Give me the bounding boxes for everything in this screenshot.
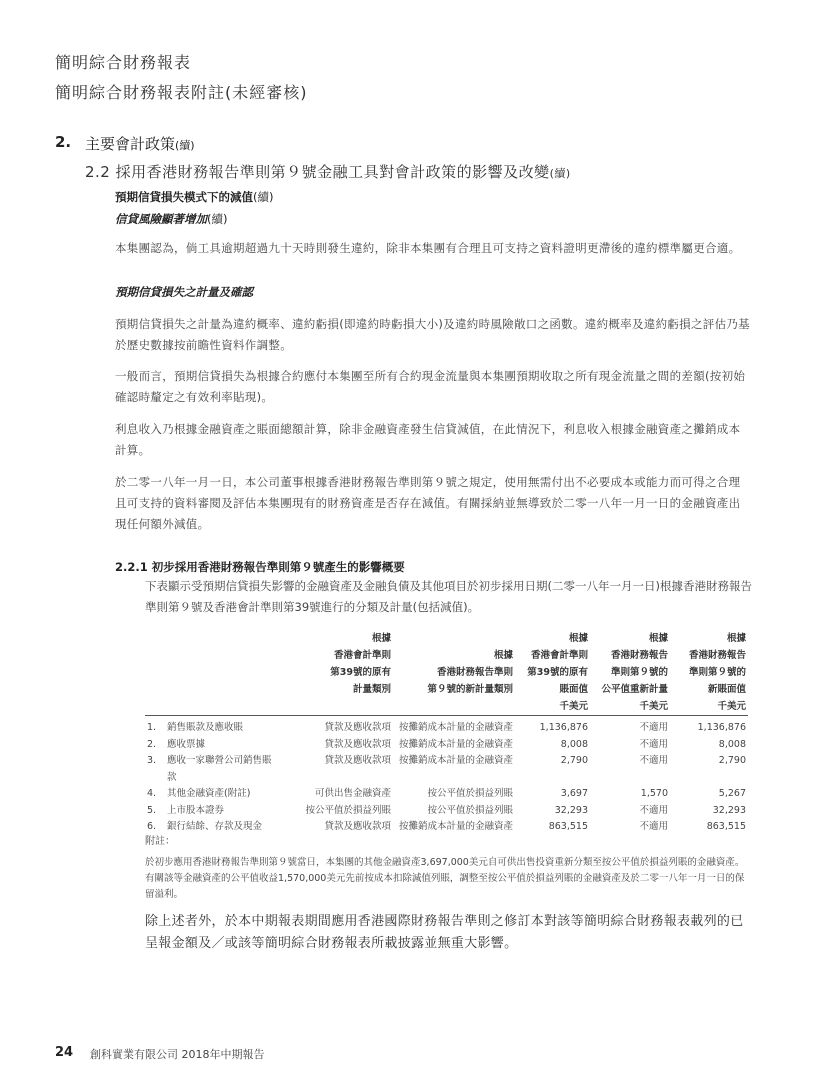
header-line: 第39號的原有 (527, 667, 588, 678)
row-newcarrying: 8,008 (718, 738, 746, 750)
section-number: 2. (55, 133, 72, 151)
row-carrying: 2,790 (560, 755, 588, 766)
row-orig: 貸款及應收款項 (324, 738, 391, 750)
row-no: 3. (147, 755, 157, 766)
row-orig: 按公平值於損益列賬 (305, 804, 391, 816)
header-line: 香港財務報告 (688, 650, 746, 661)
row-remeasure: 1,570 (640, 788, 668, 799)
header-title: 簡明綜合財務報表 (55, 53, 192, 72)
header-line: 準則第９號的 (610, 667, 668, 678)
header-line: 賬面值 (559, 684, 588, 695)
header-line: 香港財務報告準則 (436, 667, 513, 678)
row-carrying: 863,515 (548, 821, 588, 832)
section-cont: (續) (175, 139, 195, 152)
heading-impairment-cont: (續) (253, 190, 274, 204)
heading-measurement: 預期信貸損失之計量及確認 (115, 285, 253, 299)
row-item: 應收一家聯營公司銷售賬款 (167, 755, 272, 783)
row-item: 銀行結餘、存款及現金 (167, 821, 263, 832)
header-subtitle: 簡明綜合財務報表附註(未經審核) (55, 83, 308, 102)
table-row (145, 786, 748, 803)
row-orig: 貸款及應收款項 (324, 755, 391, 766)
subsection-title (85, 161, 571, 182)
row-no: 2. (147, 738, 157, 750)
row-orig: 貸款及應收款項 (324, 821, 391, 832)
header-line: 根據 (726, 633, 746, 644)
col-header-new-category (393, 630, 515, 716)
header-line: 香港會計準則 (333, 650, 391, 661)
row-carrying: 32,293 (554, 804, 588, 816)
header-unit: 千美元 (639, 701, 668, 712)
table-row (145, 737, 748, 754)
row-remeasure: 不適用 (639, 722, 668, 733)
row-item: 上市股本證券 (167, 804, 225, 816)
paragraph-measurement: 預期信貸損失之計量為違約概率、違約虧損(即違約時虧損大小)及違約時風險敞口之函數。違約概率及違約虧損之評估乃基於歷史數據按前瞻性資料作調整。 (115, 317, 750, 352)
table-row (145, 716, 748, 737)
header-line: 計量類別 (352, 684, 391, 695)
row-new: 按攤銷成本計量的金融資產 (398, 755, 513, 766)
header-line: 根據 (648, 633, 668, 644)
row-carrying: 1,136,876 (539, 722, 588, 733)
row-orig: 貸款及應收款項 (324, 722, 391, 733)
notes-label: 附註： (145, 836, 175, 847)
row-no: 1. (147, 722, 157, 733)
header-line: 香港會計準則 (530, 650, 588, 661)
heading-credit-risk-cont: (續) (207, 212, 228, 226)
heading-impairment (115, 189, 273, 205)
row-newcarrying: 1,136,876 (697, 722, 746, 733)
row-item: 應收票據 (167, 738, 206, 750)
table-row (145, 803, 748, 820)
col-header-orig-carrying (515, 630, 590, 716)
row-new: 按攤銷成本計量的金融資產 (398, 738, 513, 750)
classification-table (145, 630, 748, 836)
section-title-text: 主要會計政策 (85, 135, 176, 153)
row-newcarrying: 5,267 (718, 788, 746, 799)
note-text: 於初步應用香港財務報告準則第９號當日，本集團的其他金融資產3,697,000美元自可供出售投資重新分類至按公平值於損益列賬的金融資產。有關該等金融資產的公平值收益1,570,000美元先前按成本扣除減值列賬，調整至按公平值於損益列賬的金融資產及於二零一八年一月一日的保留溢利。 (145, 857, 745, 900)
header-line: 新賬面值 (707, 684, 746, 695)
paragraph-directors: 於二零一八年一月一日，本公司董事根據香港財務報告準則第９號之規定，使用無需付出不必要成本或能力而可得之合理且可支持的資料審閱及評估本集團現有的財務資產是否存在減值。有關採納並無導致於二零一八年一月一日的金融資產出現任何額外減值。 (115, 475, 741, 531)
row-orig: 可供出售金融資產 (314, 788, 391, 799)
row-newcarrying: 863,515 (706, 821, 746, 832)
header-line: 公平值重新計量 (601, 684, 668, 695)
row-newcarrying: 2,790 (718, 755, 746, 766)
col-header-orig-category (275, 630, 393, 716)
table-row (145, 819, 748, 836)
header-unit: 千美元 (717, 701, 746, 712)
col-header-remeasure (590, 630, 670, 716)
row-remeasure: 不適用 (639, 738, 668, 750)
row-new: 按攤銷成本計量的金融資產 (398, 722, 513, 733)
final-paragraph: 除上述者外，於本中期報表期間應用香港國際財務報告準則之修訂本對該等簡明綜合財務報表載列的已呈報金額及／或該等簡明綜合財務報表所載披露並無重大影響。 (145, 914, 744, 951)
row-new: 按公平值於損益列賬 (427, 804, 513, 816)
subsection-221-title: 2.2.1 初步採用香港財務報告準則第９號產生的影響概要 (115, 560, 405, 574)
page-number: 24 (55, 1045, 74, 1060)
header-line: 香港財務報告 (610, 650, 668, 661)
header-line: 第９號的新計量類別 (427, 684, 513, 695)
paragraph-interest: 利息收入乃根據金融資產之賬面總額計算，除非金融資產發生信貸減值，在此情況下，利息收入根據金融資產之攤銷成本計算。 (115, 422, 741, 457)
row-no: 5. (147, 804, 157, 816)
row-remeasure: 不適用 (639, 804, 668, 816)
subsection-title-text: 2.2 採用香港財務報告準則第９號金融工具對會計政策的影響及改變 (85, 163, 550, 181)
row-no: 6. (147, 821, 157, 832)
row-item: 其他金融資產(附註) (167, 788, 251, 799)
header-line: 準則第９號的 (688, 667, 746, 678)
header-line: 根據 (493, 650, 513, 661)
col-header-new-carrying (670, 630, 748, 716)
subsection-cont: (續) (549, 167, 571, 180)
row-no: 4. (147, 788, 157, 799)
heading-impairment-text: 預期信貸損失模式下的減值 (115, 190, 253, 204)
row-remeasure: 不適用 (639, 755, 668, 766)
footer-text: 創科實業有限公司 2018年中期報告 (90, 1048, 265, 1061)
header-line: 根據 (568, 633, 588, 644)
heading-credit-risk-text: 信貸風險顯著增加 (115, 212, 207, 226)
paragraph-default: 本集團認為，倘工具逾期超過九十天時則發生違約，除非本集團有合理且可支持之資料證明更滯後的違約標準屬更合適。 (115, 241, 741, 255)
section-title (85, 133, 195, 154)
heading-credit-risk (115, 211, 227, 227)
row-carrying: 3,697 (560, 788, 588, 799)
row-remeasure: 不適用 (639, 821, 668, 832)
header-line: 第39號的原有 (330, 667, 391, 678)
paragraph-221: 下表顯示受預期信貸損失影響的金融資產及金融負債及其他項目於初步採用日期(二零一八年一月一日)根據香港財務報告準則第９號及香港會計準則第39號進行的分類及計量(包括減值)。 (145, 579, 752, 614)
row-carrying: 8,008 (560, 738, 588, 750)
paragraph-general: 一般而言，預期信貸損失為根據合約應付本集團至所有合約現金流量與本集團預期收取之所有現金流量之間的差額(按初始確認時釐定之有效利率貼現)。 (115, 369, 746, 404)
row-item: 銷售賬款及應收賬 (167, 722, 244, 733)
table-row (145, 753, 748, 786)
table-header-row (145, 630, 748, 716)
row-new: 按攤銷成本計量的金融資產 (398, 821, 513, 832)
row-newcarrying: 32,293 (712, 804, 746, 816)
header-unit: 千美元 (559, 701, 588, 712)
header-line: 根據 (371, 633, 391, 644)
row-new: 按公平值於損益列賬 (427, 788, 513, 799)
